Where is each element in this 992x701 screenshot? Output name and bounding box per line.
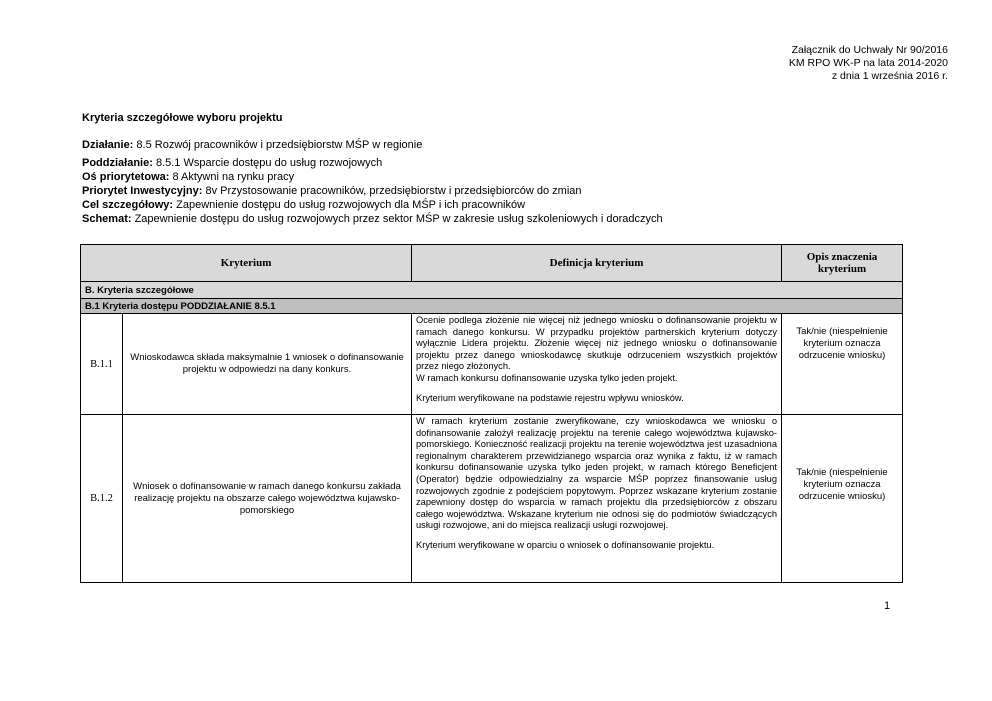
attachment-line-3: z dnia 1 września 2016 r. — [831, 70, 948, 82]
definition-paragraph: Ocenie podlega złożenie nie więcej niż jednego wniosku o dofinansowanie projektu w ramach danego konkursu. W przypadku projektów partnerskich kryterium dotyczy wyłącznie Lidera projektu. Złożenie więcej niż jednego wniosku o dofinansowanie projektu przez danego wnioskodawcę skutkuje odrzuceniem wszystkich projektów przez niego złożonych. — [416, 315, 778, 372]
meta-priorytet — [82, 184, 663, 198]
table-row — [81, 314, 903, 415]
section-title: B. Kryteria szczegółowe — [81, 282, 903, 299]
meta-block — [82, 156, 663, 226]
meta-dzialanie — [82, 138, 422, 152]
page-number: 1 — [884, 600, 891, 612]
meta-os-label: Oś priorytetowa: — [82, 171, 170, 183]
definition-verification: Kryterium weryfikowane w oparciu o wniosek o dofinansowanie projektu. — [416, 539, 715, 550]
criterion-definition — [412, 314, 782, 415]
document-title: Kryteria szczegółowe wyboru projektu — [82, 112, 283, 124]
meta-poddzialanie-label: Poddziałanie: — [82, 157, 153, 169]
criterion-number: B.1.1 — [81, 314, 123, 415]
header-opis: Opis znaczenia kryterium — [782, 245, 903, 282]
meta-schemat-value: Zapewnienie dostępu do usług rozwojowych przez sektor MŚP w zakresie usług szkoleniowych i doradczych — [131, 213, 663, 225]
attachment-line-1: Załącznik do Uchwały Nr 90/2016 — [791, 44, 948, 56]
attachment-header — [688, 44, 948, 83]
criterion-number: B.1.2 — [81, 415, 123, 583]
subsection-title: B.1 Kryteria dostępu PODDZIAŁANIE 8.5.1 — [81, 299, 903, 314]
definition-paragraph: W ramach kryterium zostanie zweryfikowane, czy wnioskodawca we wniosku o dofinansowanie założył realizację projektu na terenie całego województwa kujawsko-pomorskiego. Konieczność realizacji projektu na terenie województwa jest uzasadniona regionalnym charakterem przewidzianego wsparcia oraz wynika z faktu, iż w ramach konkursu dofinansowanie uzyska tylko jeden projekt, w ramach którego Beneficjent (Operator) będzie odpowiedzialny za wsparcie MŚP poprzez finansowanie usług rozwojowych zgodnie z podejściem popytowym. Poprzez wskazane kryterium zostanie zapewniony dostęp do wsparcia w ramach projektu dla przedsiębiorców z obszaru całego województwa. Wskazane kryterium nie odnosi się do podmiotów świadczących usługi rozwojowe, ani do miejsca realizacji usługi rozwojowej. — [416, 416, 778, 531]
meta-schemat-label: Schemat: — [82, 213, 132, 225]
criteria-table — [80, 244, 903, 583]
meta-dzialanie-value: 8.5 Rozwój pracowników i przedsiębiorstw MŚP w regionie — [133, 139, 423, 151]
meta-os — [82, 170, 663, 184]
meta-poddzialanie-value: 8.5.1 Wsparcie dostępu do usług rozwojowych — [152, 157, 383, 169]
meta-cel-value: Zapewnienie dostępu do usług rozwojowych dla MŚP i ich pracowników — [173, 199, 526, 211]
criterion-description: Tak/nie (niespełnienie kryterium oznacza odrzucenie wniosku) — [782, 314, 903, 415]
meta-schemat — [82, 212, 663, 226]
attachment-line-2: KM RPO WK-P na lata 2014-2020 — [788, 57, 948, 69]
meta-cel-label: Cel szczegółowy: — [82, 199, 174, 211]
criterion-description: Tak/nie (niespełnienie kryterium oznacza odrzucenie wniosku) — [782, 415, 903, 583]
criterion-name: Wnioskodawca składa maksymalnie 1 wniosek o dofinansowanie projektu w odpowiedzi na dany konkurs. — [123, 314, 412, 415]
meta-poddzialanie — [82, 156, 663, 170]
meta-priorytet-label: Priorytet Inwestycyjny: — [82, 185, 203, 197]
header-definicja: Definicja kryterium — [412, 245, 782, 282]
table-header-row — [81, 245, 903, 282]
definition-verification: Kryterium weryfikowane na podstawie rejestru wpływu wniosków. — [416, 392, 684, 403]
subsection-row — [81, 299, 903, 314]
meta-cel — [82, 198, 663, 212]
meta-priorytet-value: 8v Przystosowanie pracowników, przedsiębiorstw i przedsiębiorców do zmian — [202, 185, 582, 197]
section-row — [81, 282, 903, 299]
table-row — [81, 415, 903, 583]
meta-os-value: 8 Aktywni na rynku pracy — [169, 171, 295, 183]
criterion-name: Wniosek o dofinansowanie w ramach danego konkursu zakłada realizację projektu na obszarze całego województwa kujawsko-pomorskiego — [123, 415, 412, 583]
meta-dzialanie-label: Działanie: — [82, 139, 134, 151]
definition-paragraph: W ramach konkursu dofinansowanie uzyska tylko jeden projekt. — [416, 372, 678, 383]
criterion-definition — [412, 415, 782, 583]
header-kryterium: Kryterium — [81, 245, 412, 282]
